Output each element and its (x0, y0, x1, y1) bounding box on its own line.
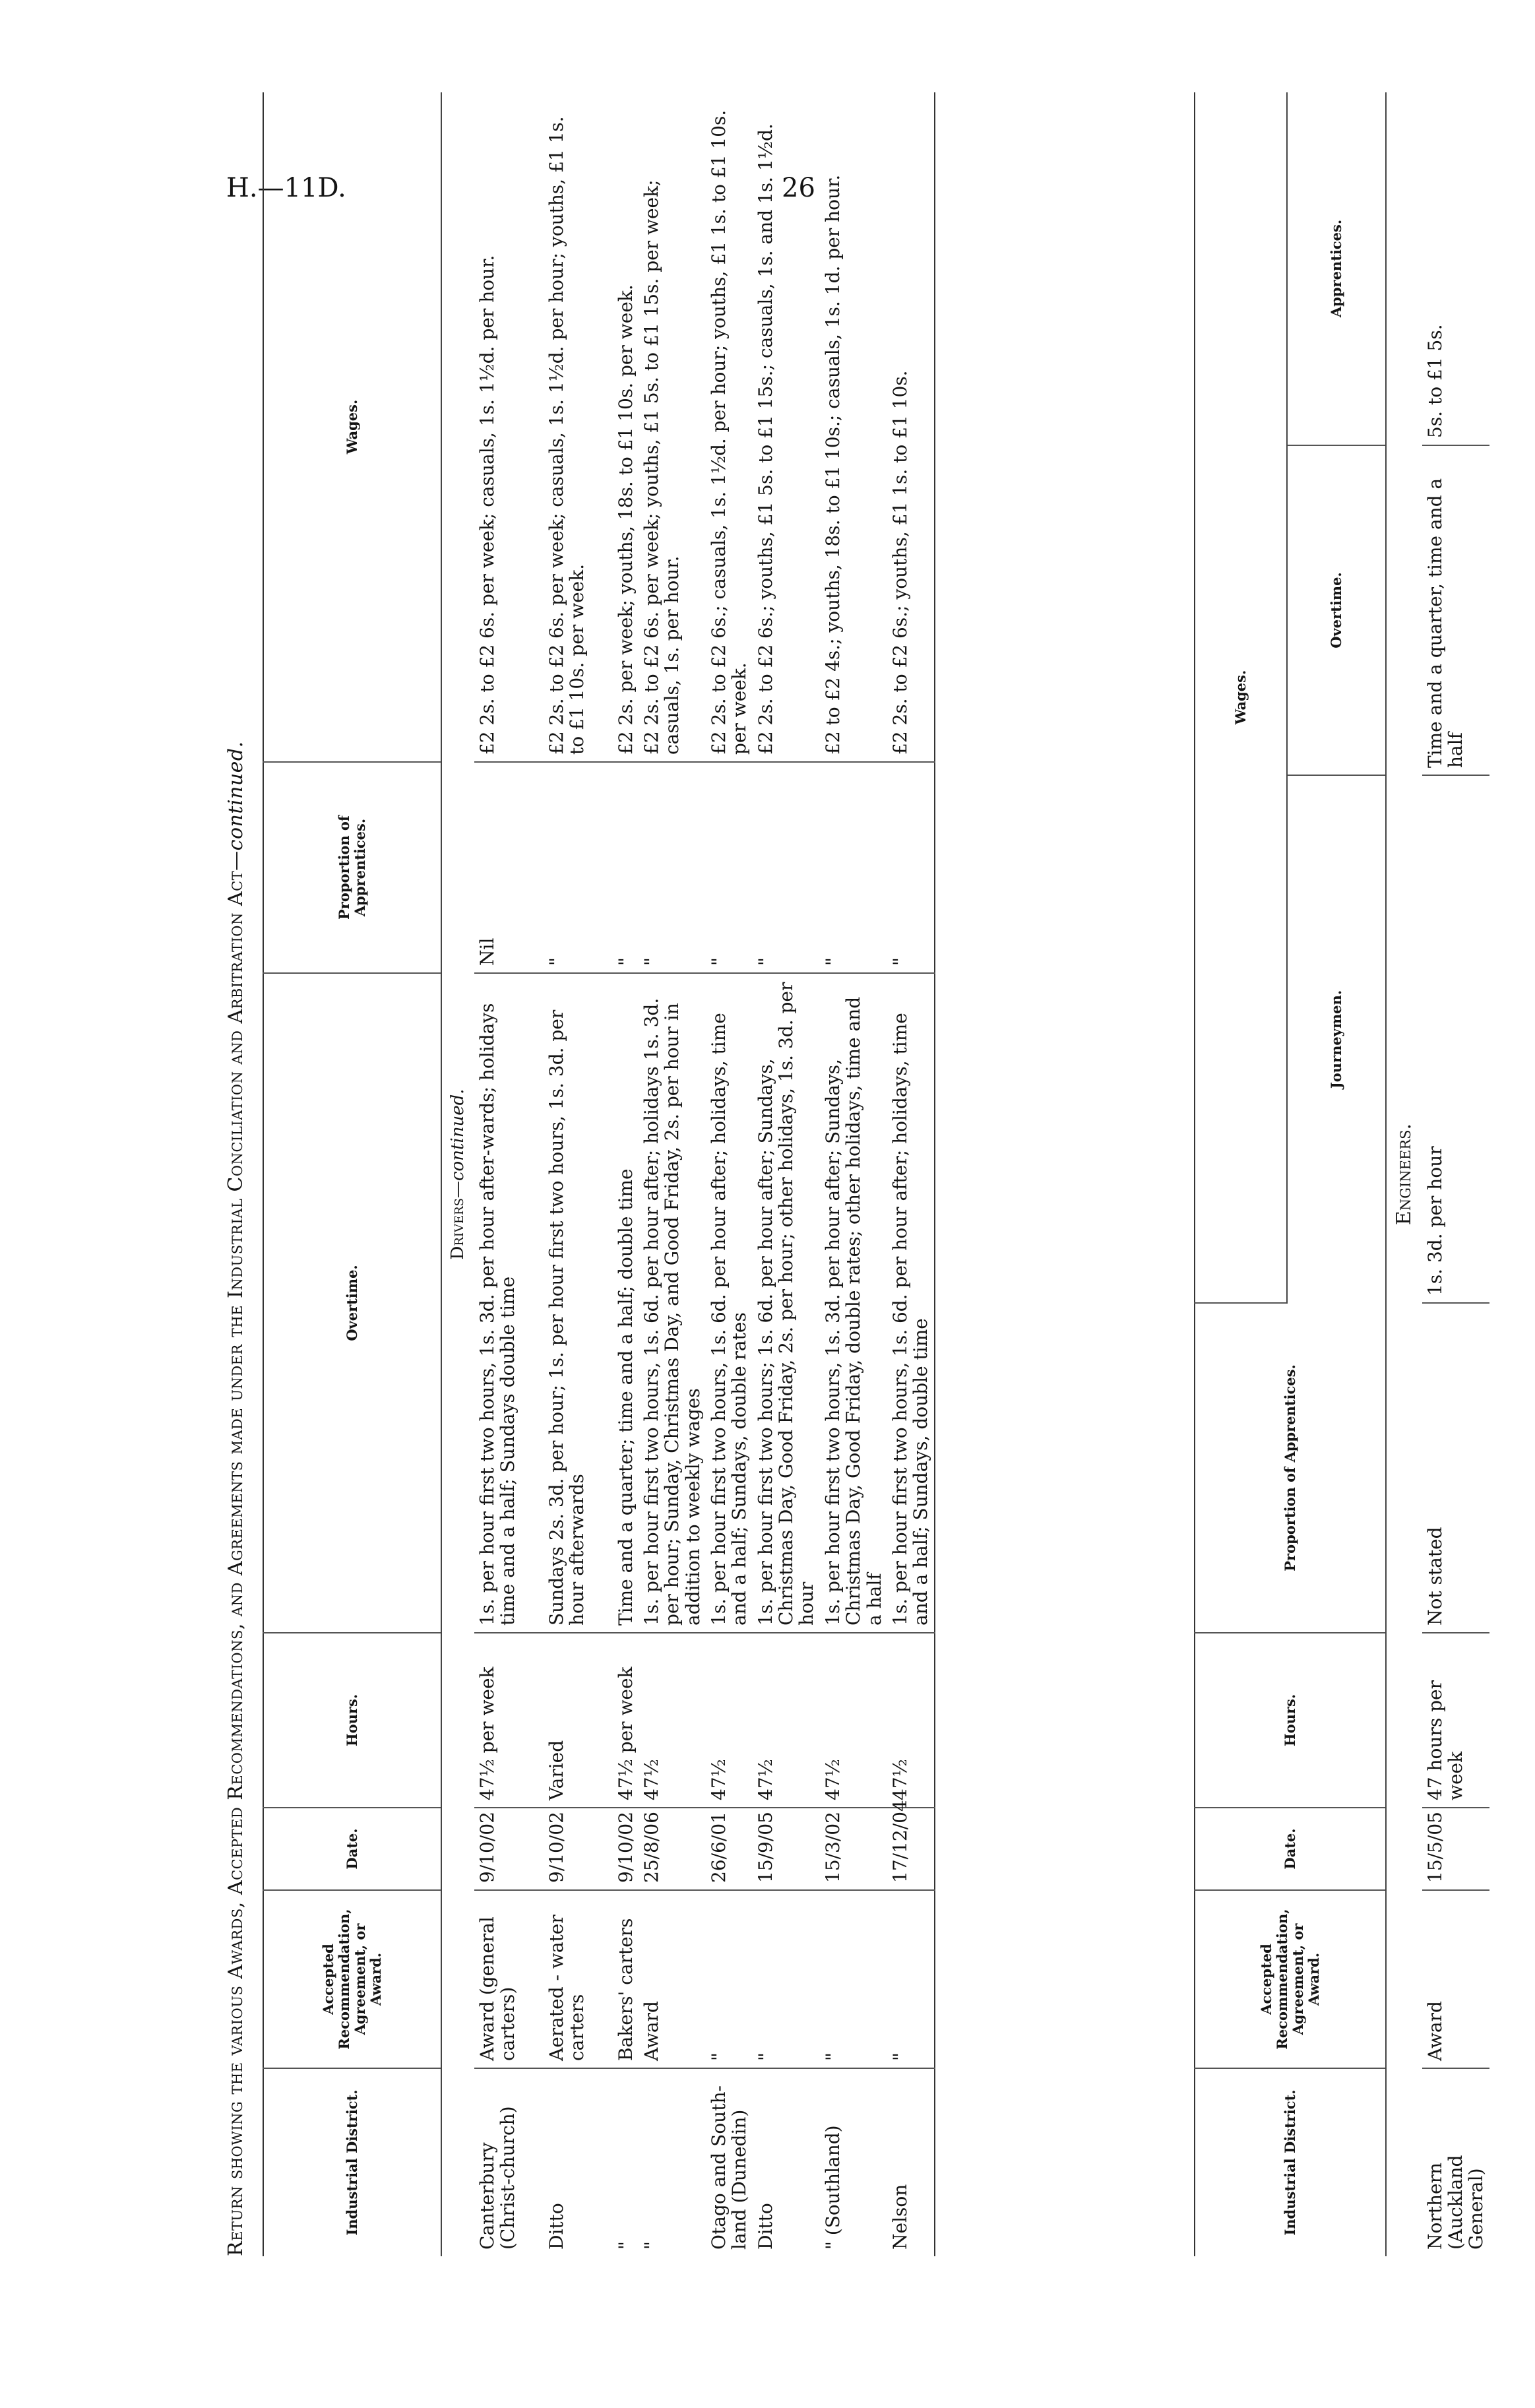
cell-district: Ditto (754, 2203, 776, 2250)
return-title (224, 92, 247, 2256)
cell-award: Award (general carters) (474, 1890, 521, 2068)
col-header-apprentices: Proportion of Apprentices. (263, 762, 441, 973)
cell-date: 25/8/06 (639, 1808, 706, 1890)
cell-overtime: 1s. per hour first two hours, 1s. 6d. per hour after; holidays, time and a half; Sundays, double rates (706, 973, 753, 1633)
section-continued: continued. (448, 1089, 468, 1181)
cell-hours: 47 hours per week (1422, 1633, 1489, 1808)
col-header-wages: Wages. (263, 92, 441, 762)
cell-award: " (706, 1890, 753, 2068)
cell-date: 15/3/02 (820, 1808, 887, 1890)
cell-hours: 47½ (753, 1633, 820, 1808)
table-header-row (263, 92, 441, 2256)
cell-overtime: Time and a quarter; time and a half; double time (613, 973, 639, 1633)
cell-apprentices: " (820, 762, 887, 973)
cell-overtime: 1s. per hour first two hours; 1s. 6d. per hour after; Sundays, Christmas Day, Good Friday, 2s. per hour; other holidays, 1s. 3d. per hour (753, 973, 820, 1633)
col-header-district: Industrial District. (263, 2068, 441, 2256)
table-row (820, 92, 887, 2256)
table-row (639, 92, 706, 2256)
col-header-hours: Hours. (263, 1633, 441, 1808)
cell-district: Northern (Auckland General) (1424, 2155, 1488, 2250)
cell-award: Bakers' carters (613, 1890, 639, 2068)
cell-proportion: Not stated (1422, 1303, 1489, 1633)
cell-overtime: 1s. per hour first two hours, 1s. 3d. per hour after-wards; holidays time and a half; Sundays double time (474, 973, 521, 1633)
table-row (1422, 92, 1489, 2256)
cell-date: 9/10/02 (474, 1808, 521, 1890)
cell-award: Aerated - water carters (544, 1890, 590, 2068)
cell-hours: 47½ (820, 1633, 887, 1808)
cell-award: Award (1422, 1890, 1489, 2068)
row-spacer (590, 92, 613, 2256)
table-row (753, 92, 820, 2256)
cell-date: 9/10/02 (613, 1808, 639, 1890)
cell-apprentices: " (544, 762, 590, 973)
cell-apprentices: 5s. to £1 5s. (1422, 92, 1489, 445)
col-header-apprentices: Apprentices. (1287, 92, 1386, 445)
cell-hours: 47½ (706, 1633, 753, 1808)
cell-award: Award (639, 1890, 706, 2068)
cell-overtime: 1s. per hour first two hours, 1s. 3d. per hour after; Sundays, Christmas Day, Good Friday, double rates; other holidays, time and a half (820, 973, 887, 1633)
cell-date: 17/12/04 (887, 1808, 935, 1890)
cell-overtime: Time and a quarter, time and a half (1422, 445, 1489, 775)
cell-overtime: 1s. per hour first two hours, 1s. 6d. per hour after; holidays, time and a half; Sundays, double time (887, 973, 935, 1633)
cell-journeymen: 1s. 3d. per hour (1422, 775, 1489, 1303)
row-spacer (521, 92, 544, 2256)
cell-apprentices: " (639, 762, 706, 973)
page-number: 26 (782, 173, 815, 203)
col-header-district: Industrial District. (1195, 2068, 1386, 2256)
col-header-journeymen: Journeymen. (1287, 775, 1386, 1303)
cell-apprentices: " (706, 762, 753, 973)
col-header-date: Date. (263, 1808, 441, 1890)
cell-district: Nelson (889, 2184, 911, 2250)
table-row (887, 92, 935, 2256)
cell-award: " (753, 1890, 820, 2068)
cell-district: Canterbury (Christ-church) (476, 2106, 519, 2250)
cell-date: 9/10/02 (544, 1808, 590, 1890)
col-header-award: Accepted Recommendation, Agreement, or Award. (263, 1890, 441, 2068)
col-header-overtime: Overtime. (1287, 445, 1386, 775)
cell-apprentices: " (887, 762, 935, 973)
title-main: Return showing the various Awards, Accepted Recommendations, and Agreements made under the Industrial Conciliation and Arbitration Act— (224, 850, 247, 2256)
cell-district: Ditto (545, 2203, 567, 2250)
section-row (441, 92, 474, 2256)
cell-apprentices: " (753, 762, 820, 973)
cell-overtime: 1s. per hour first two hours, 1s. 6d. per hour after; holidays 1s. 3d. per hour; Sunday, Christmas Day, and Good Friday, 2s. per hour in addition to weekly wages (639, 973, 706, 1633)
cell-wages: £2 2s. per week; youths, 18s. to £1 10s. per week. (613, 92, 639, 762)
cell-date: 15/5/05 (1422, 1808, 1489, 1890)
cell-apprentices: Nil (474, 762, 521, 973)
section-heading (441, 92, 474, 2256)
table-row (474, 92, 521, 2256)
section-row (1386, 92, 1422, 2256)
cell-date: 26/6/01 (706, 1808, 753, 1890)
title-continued: continued. (224, 741, 247, 851)
cell-wages: £2 2s. to £2 6s.; casuals, 1s. 1½d. per hour; youths, £1 1s. to £1 10s. per week. (706, 92, 753, 762)
table-row (706, 92, 753, 2256)
cell-wages: £2 2s. to £2 6s. per week; youths, £1 5s. to £1 15s. per week; casuals, 1s. per hour. (639, 92, 706, 762)
col-header-overtime: Overtime. (263, 973, 441, 1633)
cell-award: " (887, 1890, 935, 2068)
cell-award: " (820, 1890, 887, 2068)
table-row (544, 92, 590, 2256)
cell-hours: 47½ per week (613, 1633, 639, 1808)
section-title-drivers: Drivers— (448, 1181, 468, 1260)
engineers-table (1194, 92, 1489, 2256)
cell-hours: 47½ (639, 1633, 706, 1808)
col-header-hours: Hours. (1195, 1633, 1386, 1808)
document-reference: H.—11D. (226, 173, 346, 203)
cell-hours: 47½ (887, 1633, 935, 1808)
cell-wages: £2 2s. to £2 6s.; youths, £1 1s. to £1 10s. (887, 92, 935, 762)
section-title-engineers: Engineers. (1393, 1123, 1416, 1226)
cell-wages: £2 to £2 4s.; youths, 18s. to £1 10s.; casuals, 1s. 1d. per hour. (820, 92, 887, 762)
table-row (613, 92, 639, 2256)
cell-district: " (614, 2241, 637, 2250)
table-header-row (1195, 92, 1287, 2256)
cell-wages: £2 2s. to £2 6s. per week; casuals, 1s. 1½d. per hour. (474, 92, 521, 762)
col-header-wages: Wages. (1195, 92, 1287, 1303)
col-header-date: Date. (1195, 1808, 1386, 1890)
cell-hours: 47½ per week (474, 1633, 521, 1808)
col-header-proportion: Proportion of Apprentices. (1195, 1303, 1386, 1633)
cell-district: Otago and South-land (Dunedin) (707, 2085, 751, 2250)
drivers-table (263, 92, 935, 2256)
cell-wages: £2 2s. to £2 6s. per week; casuals, 1s. 1½d. per hour; youths, £1 1s. to £1 10s. per week. (544, 92, 590, 762)
cell-wages: £2 2s. to £2 6s.; youths, £1 5s. to £1 15s.; casuals, 1s. and 1s. 1½d. (753, 92, 820, 762)
cell-overtime: Sundays 2s. 3d. per hour; 1s. per hour first two hours, 1s. 3d. per hour afterwards (544, 973, 590, 1633)
cell-district: " (640, 2241, 662, 2250)
cell-hours: Varied (544, 1633, 590, 1808)
cell-date: 15/9/05 (753, 1808, 820, 1890)
cell-district: " (Southland) (821, 2125, 844, 2250)
col-header-award: Accepted Recommendation, Agreement, or Award. (1195, 1890, 1386, 2068)
cell-apprentices: " (613, 762, 639, 973)
rotated-page-content (224, 92, 1530, 2256)
